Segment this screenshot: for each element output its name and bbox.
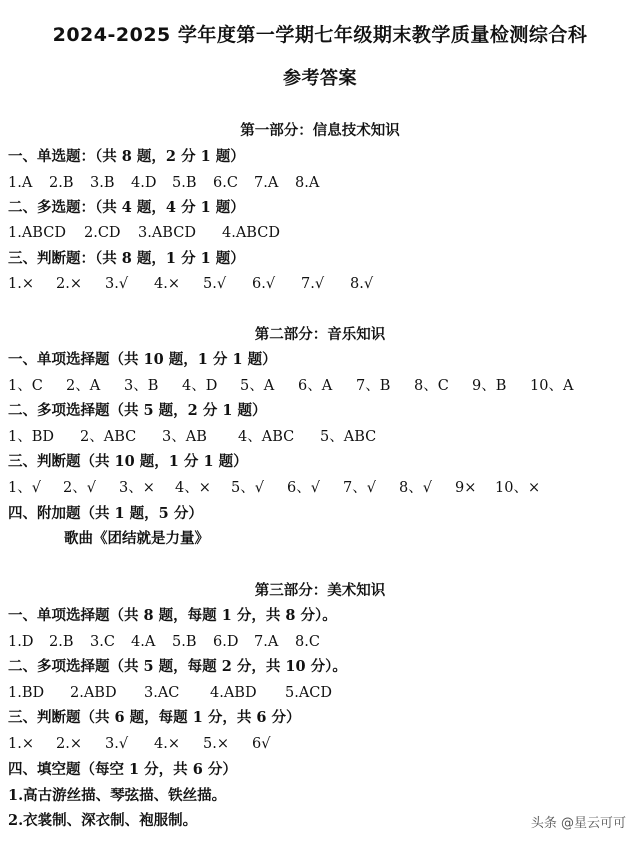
answer-item: 4、× [175,480,211,496]
answer-item: 4.× [154,276,180,292]
part1-heading: 第一部分：信息技术知识 [240,122,400,139]
answer-item: 9× [455,480,477,496]
part3-q4-line2: 2.衣裳制、深衣制、袍服制。 [8,812,198,829]
answer-item: 3、B [124,378,159,394]
part2-q4-answer: 歌曲《团结就是力量》 [64,530,209,547]
part3-heading: 第三部分：美术知识 [254,582,386,599]
answer-item: 2.CD [84,225,121,241]
answer-item: 1.× [8,276,34,292]
answer-item: 5、√ [231,480,264,496]
answer-item: 3.C [90,634,115,650]
answer-item: 5、ABC [320,429,377,445]
answer-item: 6.C [213,175,238,191]
answer-item: 2、√ [63,480,96,496]
part2-heading: 第二部分：音乐知识 [254,326,386,343]
part1-q2-answers [8,222,640,244]
answer-item: 8、C [414,378,449,394]
answer-item: 7、B [356,378,391,394]
part2-q1-answers [8,375,640,397]
document-title: 2024-2025 学年度第一学期七年级期末教学质量检测综合科 [52,24,588,46]
answer-item: 1.× [8,736,34,752]
answer-item: 1、√ [8,480,41,496]
answer-item: 3、AB [162,429,207,445]
answer-item: 3.√ [105,276,129,292]
answer-item: 5、A [240,378,275,394]
answer-item: 4、D [182,378,218,394]
part3-q4-heading: 四、填空题（每空 1 分，共 6 分） [8,761,237,778]
answer-item: 4.ABCD [222,225,280,241]
answer-item: 10、× [495,480,541,496]
part1-q3-answers [8,273,640,295]
answer-item: 4.D [131,175,157,191]
answer-item: 6.D [213,634,239,650]
answer-item: 5.× [203,736,229,752]
answer-item: 1、C [8,378,43,394]
part3-q2-heading: 二、多项选择题（共 5 题，每题 2 分，共 10 分）。 [8,658,347,675]
part3-q1-answers [8,631,640,653]
part3-q4-line1: 1.高古游丝描、琴弦描、铁丝描。 [8,787,227,804]
answer-item: 1.D [8,634,34,650]
answer-item: 7.A [254,175,279,191]
part3-q1-heading: 一、单项选择题（共 8 题，每题 1 分，共 8 分）。 [8,607,337,624]
answer-item: 3、× [119,480,155,496]
answer-item: 1.BD [8,685,45,701]
answer-item: 9、B [472,378,507,394]
answer-item: 6√ [252,736,271,752]
answer-item: 1.ABCD [8,225,66,241]
answer-item: 2.× [56,276,82,292]
answer-item: 2.B [49,175,74,191]
answer-item: 3.√ [105,736,129,752]
answer-item: 10、A [530,378,574,394]
answer-item: 2、ABC [80,429,137,445]
answer-item: 4.× [154,736,180,752]
part2-q2-answers [8,426,640,448]
answer-item: 8.C [295,634,320,650]
answer-item: 8、√ [399,480,432,496]
answer-item: 5.ACD [285,685,333,701]
part1-q3-heading: 三、判断题：（共 8 题，1 分 1 题） [8,250,245,267]
answer-item: 5.B [172,634,197,650]
answer-item: 1.A [8,175,33,191]
answer-item: 2.B [49,634,74,650]
part3-q2-answers [8,682,640,704]
part2-q3-heading: 三、判断题（共 10 题，1 分 1 题） [8,453,248,470]
answer-item: 4、ABC [238,429,295,445]
part1-q2-heading: 二、多选题：（共 4 题，4 分 1 题） [8,199,245,216]
answer-item: 2.× [56,736,82,752]
part1-q1-heading: 一、单选题：（共 8 题，2 分 1 题） [8,148,245,165]
part2-q4-heading: 四、附加题（共 1 题，5 分） [8,505,203,522]
answer-item: 5.√ [203,276,227,292]
answer-item: 2.ABD [70,685,117,701]
answer-item: 4.A [131,634,156,650]
answer-item: 8.√ [350,276,374,292]
answer-item: 6.√ [252,276,276,292]
answer-item: 5.B [172,175,197,191]
answer-item: 1、BD [8,429,55,445]
answer-item: 6、√ [287,480,320,496]
answer-item: 6、A [298,378,333,394]
watermark-text: 头条 @星云可可 [530,816,626,831]
answer-item: 7.√ [301,276,325,292]
part1-q1-answers [8,172,640,194]
answer-item: 7.A [254,634,279,650]
part2-q1-heading: 一、单项选择题（共 10 题，1 分 1 题） [8,351,277,368]
document-subtitle: 参考答案 [283,68,357,89]
part3-q3-heading: 三、判断题（共 6 题，每题 1 分，共 6 分） [8,709,301,726]
answer-item: 8.A [295,175,320,191]
answer-item: 3.ABCD [138,225,196,241]
part2-q3-answers [8,477,640,499]
answer-item: 3.B [90,175,115,191]
answer-item: 3.AC [144,685,180,701]
answer-item: 7、√ [343,480,376,496]
part2-q2-heading: 二、多项选择题（共 5 题，2 分 1 题） [8,402,267,419]
answer-item: 4.ABD [210,685,257,701]
part3-q3-answers [8,733,640,755]
answer-item: 2、A [66,378,101,394]
